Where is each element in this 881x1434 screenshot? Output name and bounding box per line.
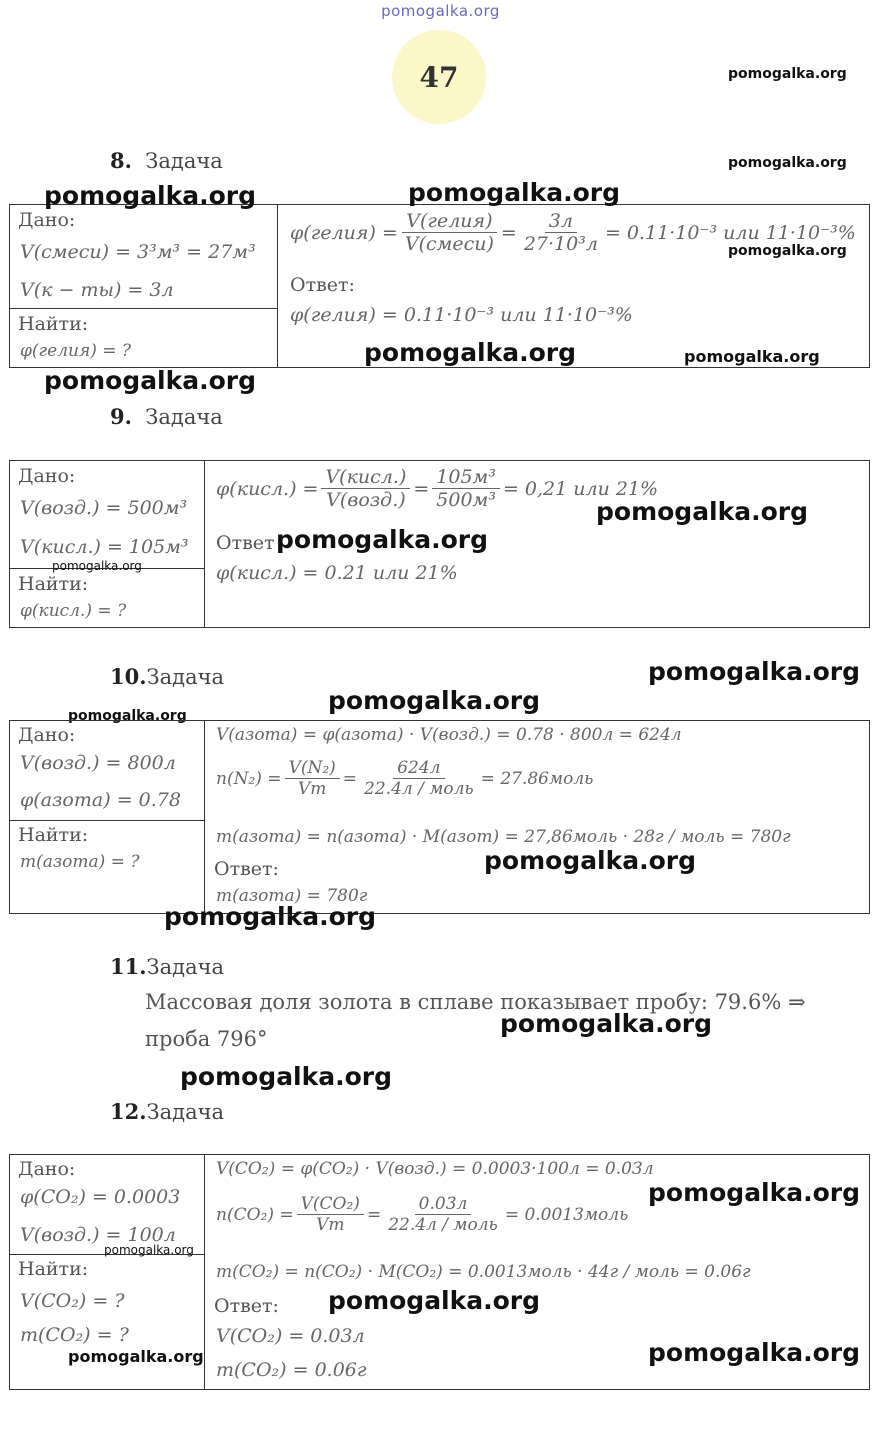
table-divider (204, 1154, 205, 1390)
given-label: Дано: (18, 465, 76, 487)
table-divider (9, 308, 278, 309)
given-item: φ(CO₂) = 0.0003 (20, 1186, 181, 1208)
table-divider (9, 820, 205, 821)
given-item: V(кисл.) = 105м³ (20, 536, 189, 558)
fraction-denominator: V(смеси) (404, 233, 494, 255)
task-9-title (110, 404, 223, 429)
fraction-numerator: 0.03л (415, 1194, 472, 1215)
watermark[interactable]: pomogalka.org (180, 1062, 393, 1091)
watermark[interactable]: pomogalka.org (648, 1178, 861, 1207)
watermark[interactable]: pomogalka.org (44, 181, 257, 210)
given-item: V(возд.) = 500м³ (20, 497, 188, 519)
task-label: Задача (145, 405, 223, 429)
task-number: 10. (110, 664, 147, 689)
answer-value: φ(гелия) = 0.11·10⁻³ или 11·10⁻³% (290, 304, 633, 326)
watermark[interactable]: pomogalka.org (500, 1009, 713, 1038)
fraction-numerator: 624л (393, 758, 444, 779)
fraction (432, 466, 500, 511)
given-label: Дано: (18, 724, 76, 746)
watermark[interactable]: pomogalka.org (52, 559, 142, 573)
fraction (401, 210, 498, 255)
formula-lhs: φ(гелия) = (290, 221, 398, 244)
watermark[interactable]: pomogalka.org (484, 846, 697, 875)
find-label: Найти: (18, 313, 89, 335)
formula-rhs: = 27.86моль (480, 768, 594, 789)
watermark[interactable]: pomogalka.org (728, 155, 847, 171)
fraction-numerator: V(гелия) (402, 210, 496, 233)
task-11-text: проба 796° (145, 1027, 268, 1051)
task-10-title (110, 664, 224, 689)
solution-line: V(CO₂) = φ(CO₂) · V(возд.) = 0.0003·100л = 0.03л (216, 1159, 654, 1179)
given-label: Дано: (18, 1158, 76, 1180)
fraction (384, 1194, 502, 1235)
fraction (360, 758, 478, 799)
watermark[interactable]: pomogalka.org (276, 525, 489, 554)
task-label: Задача (146, 665, 225, 689)
task-8-title (110, 148, 223, 173)
watermark[interactable]: pomogalka.org (728, 243, 847, 259)
given-item: V(к − ты) = 3л (20, 279, 174, 301)
fraction-denominator: V(возд.) (326, 489, 406, 511)
watermark[interactable]: pomogalka.org (164, 902, 377, 931)
formula-rhs: = 0.11·10⁻³ или 11·10⁻³% (604, 221, 856, 244)
fraction-numerator: V(N₂) (285, 758, 340, 779)
task-number: 9. (110, 404, 132, 429)
fraction-denominator: Vm (316, 1215, 345, 1235)
solution-line: m(азота) = n(азота) · M(азот) = 27,86моль · 28г / моль = 780г (216, 827, 791, 847)
formula-lhs: n(CO₂) = (216, 1204, 294, 1225)
given-item: φ(азота) = 0.78 (20, 789, 181, 811)
answer-value: V(CO₂) = 0.03л (216, 1325, 365, 1347)
fraction-numerator: 105м³ (432, 466, 500, 489)
watermark[interactable]: pomogalka.org (648, 1338, 861, 1367)
formula-lhs: n(N₂) = (216, 768, 282, 789)
find-label: Найти: (18, 824, 89, 846)
formula-lhs: φ(кисл.) = (216, 477, 319, 500)
fraction-numerator: V(CO₂) (297, 1194, 364, 1215)
watermark[interactable]: pomogalka.org (648, 657, 861, 686)
fraction-numerator: V(кисл.) (321, 466, 410, 489)
answer-value: m(CO₂) = 0.06г (216, 1359, 367, 1381)
fraction-denominator: 22.4л / моль (364, 779, 474, 799)
solution-line: m(CO₂) = n(CO₂) · M(CO₂) = 0.0013моль · 44г / моль = 0.06г (216, 1262, 751, 1282)
watermark[interactable]: pomogalka.org (68, 1347, 204, 1366)
fraction-denominator: Vm (297, 779, 327, 799)
given-item: V(возд.) = 800л (20, 752, 176, 774)
fraction-denominator: 500м³ (436, 489, 496, 511)
solution-formula: n(N₂) = $\frac{\text{V(N₂)}}{Vm}$ = $\frac{624л}{\text{22.4л / моль}}$ = 27.86моль (216, 758, 594, 799)
given-item: V(смеси) = 3³м³ = 27м³ (20, 241, 256, 263)
fraction (285, 758, 340, 799)
answer-value: m(азота) = 780г (216, 886, 368, 906)
answer-label: Ответ: (214, 858, 279, 880)
task-12-title (110, 1099, 224, 1124)
watermark-top[interactable]: pomogalka.org (381, 2, 500, 20)
given-label: Дано: (18, 209, 76, 231)
find-item: m(азота) = ? (20, 852, 140, 872)
page-number: 47 (392, 30, 486, 124)
watermark[interactable]: pomogalka.org (68, 708, 187, 724)
fraction-numerator: 3л (545, 210, 577, 233)
solution-formula: φ(кисл.) = $\frac{\text{V(кисл.)}}{\text{V(возд.)}}$ = $\frac{\text{105м³}}{\text{500м³}}$ = 0,21 или 21% (216, 466, 659, 511)
task-11-title (110, 954, 224, 979)
task-label: Задача (145, 149, 223, 173)
fraction (520, 210, 602, 255)
fraction (321, 466, 410, 511)
formula-rhs: = 0,21 или 21% (502, 477, 659, 500)
find-item: V(CO₂) = ? (20, 1290, 125, 1312)
task-label: Задача (146, 955, 225, 979)
task-number: 11. (110, 954, 147, 979)
watermark[interactable]: pomogalka.org (44, 366, 257, 395)
find-item: φ(кисл.) = ? (20, 601, 127, 621)
find-label: Найти: (18, 573, 89, 595)
task-10-table (9, 720, 870, 914)
answer-label: Ответ: (290, 274, 355, 296)
watermark[interactable]: pomogalka.org (328, 686, 541, 715)
task-11-text: Массовая доля золота в сплаве показывает пробу: 79.6% ⇒ (145, 990, 806, 1014)
fraction-denominator: 22.4л / моль (388, 1215, 498, 1235)
fraction-denominator: 27·10³л (523, 233, 598, 255)
solution-line: V(азота) = φ(азота) · V(возд.) = 0.78 · 800л = 624л (216, 725, 682, 745)
watermark[interactable]: pomogalka.org (728, 66, 847, 82)
answer-label: Ответ (216, 532, 275, 554)
watermark[interactable]: pomogalka.org (684, 347, 820, 366)
find-label: Найти: (18, 1258, 89, 1280)
answer-value: φ(кисл.) = 0.21 или 21% (216, 562, 458, 584)
fraction (297, 1194, 364, 1235)
solution-formula: φ(гелия) = $\frac{\text{V(гелия)}}{\text{V(смеси)}}$ = $\frac{3л}{\text{27·10³л}}$ = 0.11·10⁻³ или 11·10⁻³% (290, 210, 856, 255)
task-label: Задача (146, 1100, 225, 1124)
task-number: 8. (110, 148, 132, 173)
formula-rhs: = 0.0013моль (504, 1204, 629, 1225)
find-item: φ(гелия) = ? (20, 341, 132, 361)
find-item: m(CO₂) = ? (20, 1324, 129, 1346)
table-divider (204, 460, 205, 628)
task-number: 12. (110, 1099, 147, 1124)
solution-formula: n(CO₂) = $\frac{\text{V(CO₂)}}{Vm}$ = $\frac{0.03л}{\text{22.4л / моль}}$ = 0.0013моль (216, 1194, 629, 1235)
answer-label: Ответ: (214, 1295, 279, 1317)
watermark[interactable]: pomogalka.org (104, 1243, 194, 1257)
table-divider (204, 720, 205, 914)
table-divider (277, 204, 278, 368)
given-item: V(возд.) = 100л (20, 1224, 176, 1246)
watermark[interactable]: pomogalka.org (408, 178, 621, 207)
watermark[interactable]: pomogalka.org (328, 1286, 541, 1315)
watermark[interactable]: pomogalka.org (596, 497, 809, 526)
watermark[interactable]: pomogalka.org (364, 338, 577, 367)
